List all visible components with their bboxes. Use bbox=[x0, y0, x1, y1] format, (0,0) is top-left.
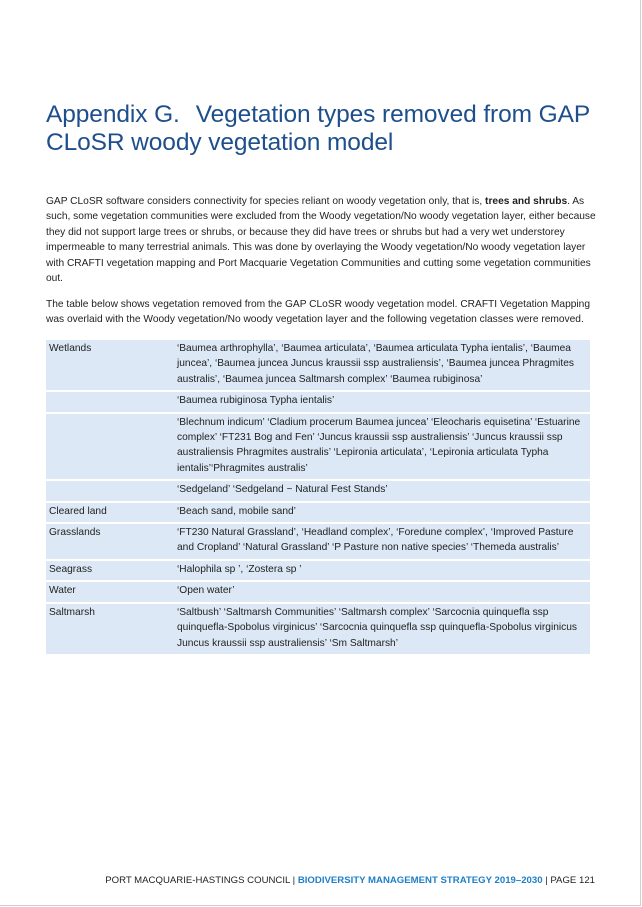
vegetation-cell: ‘Baumea arthrophylla’, ‘Baumea articulata’, ‘Baumea articulata Typha ientalis’, ‘Baumea juncea’, ‘Baumea juncea Juncus kraussii ssp australiensis’, ‘Baumea juncea Phragmites australis’, ‘Baumea juncea Saltmarsh complex’ ‘Baumea rubiginosa’ bbox=[172, 340, 590, 391]
table-row bbox=[46, 560, 590, 581]
footer-separator: | bbox=[542, 875, 551, 886]
appendix-label: Appendix G. bbox=[46, 101, 180, 128]
table-row bbox=[46, 523, 590, 560]
intro-text-end: . As such, some vegetation communities were excluded from the Woody vegetation/No woody vegetation layer, either because they did not support large trees or shrubs, or because they did have trees or shrubs but had a very wet understorey impermeable to many terrestrial animals. This was done by overlaying the Woody vegetation/No woody vegetation layer with CRAFTI vegetation mapping and Port Macquarie Vegetation Communities and cutting some vegetation communities out. bbox=[46, 196, 596, 285]
intro-text-start: GAP CLoSR software considers connectivity for species reliant on woody vegetation only, that is, bbox=[46, 196, 486, 207]
page-title bbox=[46, 101, 606, 157]
intro-paragraph bbox=[46, 194, 596, 286]
footer-council: PORT MACQUARIE-HASTINGS COUNCIL bbox=[105, 875, 290, 886]
category-cell: Grasslands bbox=[46, 523, 172, 560]
vegetation-cell: ‘Sedgeland’ ‘Sedgeland ~ Natural Fest Stands’ bbox=[172, 480, 590, 501]
vegetation-cell: ‘Blechnum indicum’ ‘Cladium procerum Baumea juncea’ ‘Eleocharis equisetina’ ‘Estuarine complex’ ‘FT231 Bog and Fen’ ‘Juncus kraussii ssp australiensis’ ‘Juncus kraussii ssp australiensis Phragmites australis’ ‘Lepironia articulata’, ‘Lepironia articulata Typha ientalis’‘Phragmites australis’ bbox=[172, 413, 590, 481]
footer-page-number: PAGE 121 bbox=[550, 875, 595, 886]
table-row bbox=[46, 581, 590, 602]
table-row bbox=[46, 391, 590, 412]
footer-strategy-title: BIODIVERSITY MANAGEMENT STRATEGY 2019–2030 bbox=[297, 875, 543, 886]
vegetation-cell: ‘Saltbush’ ‘Saltmarsh Communities’ ‘Saltmarsh complex’ ‘Sarcocnia quinquefla ssp quinquefla-Spobolus virginicus’ ‘Sarcocnia quinquefla ssp quinquefla-Spobolus virginicus Juncus kraussii ssp australiensis’ ‘Sm Saltmarsh’ bbox=[172, 603, 590, 655]
appendix-title: Vegetation types removed from GAP CLoSR woody vegetation model bbox=[46, 101, 590, 156]
vegetation-cell: ‘Open water’ bbox=[172, 581, 590, 602]
table-row bbox=[46, 340, 590, 391]
table-intro-paragraph: The table below shows vegetation removed from the GAP CLoSR woody vegetation model. CRAFTI Vegetation Mapping was overlaid with the Woody vegetation/No woody vegetation layer and the following vegetation classes were removed. bbox=[46, 299, 591, 326]
category-cell: Cleared land bbox=[46, 502, 172, 523]
category-cell: Water bbox=[46, 581, 172, 602]
table-row bbox=[46, 502, 590, 523]
table-row bbox=[46, 413, 590, 481]
vegetation-table bbox=[46, 340, 590, 656]
vegetation-cell: ‘Baumea rubiginosa Typha ientalis’ bbox=[172, 391, 590, 412]
vegetation-cell: ‘FT230 Natural Grassland’, ‘Headland complex’, ‘Foredune complex’, ‘Improved Pasture and Cropland’ ‘Natural Grassland’ ‘P Pasture non native species’ ‘Themeda australis’ bbox=[172, 523, 590, 560]
vegetation-cell: ‘Halophila sp ’, ‘Zostera sp ’ bbox=[172, 560, 590, 581]
vegetation-cell: ‘Beach sand, mobile sand’ bbox=[172, 502, 590, 523]
page-footer bbox=[105, 875, 595, 887]
table-row bbox=[46, 480, 590, 501]
category-cell: Seagrass bbox=[46, 560, 172, 581]
category-cell bbox=[46, 413, 172, 481]
table-row bbox=[46, 603, 590, 655]
category-cell bbox=[46, 480, 172, 501]
intro-emphasis: trees and shrubs bbox=[485, 196, 568, 207]
footer-separator: | bbox=[290, 875, 298, 886]
category-cell: Wetlands bbox=[46, 340, 172, 391]
category-cell bbox=[46, 391, 172, 412]
category-cell: Saltmarsh bbox=[46, 603, 172, 655]
